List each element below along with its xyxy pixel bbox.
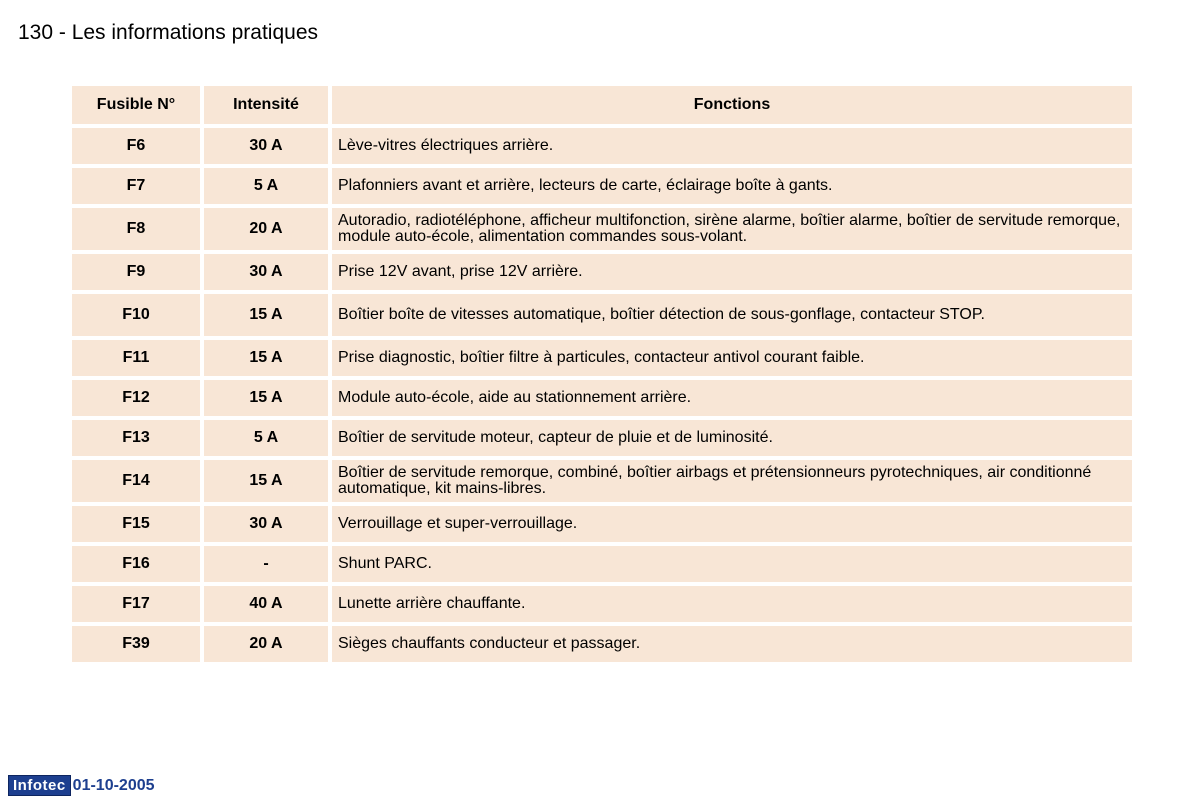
- table-row: [72, 254, 1132, 290]
- table-row: [72, 128, 1132, 164]
- table-row: [72, 380, 1132, 416]
- fuse-intensity: 15 A: [204, 294, 328, 336]
- page-title: 130 - Les informations pratiques: [18, 21, 318, 44]
- fuse-number: F39: [72, 626, 200, 662]
- table-header-row: [72, 86, 1132, 124]
- footer-date: 01-10-2005: [72, 776, 155, 794]
- fuse-number: F9: [72, 254, 200, 290]
- header-functions: Fonctions: [332, 86, 1132, 124]
- fuse-intensity: 5 A: [204, 168, 328, 204]
- fuse-intensity: 30 A: [204, 128, 328, 164]
- table-row: [72, 208, 1132, 250]
- table-row: [72, 340, 1132, 376]
- fuse-function: Prise diagnostic, boîtier filtre à particules, contacteur antivol courant faible.: [332, 340, 1132, 376]
- fuse-function: Prise 12V avant, prise 12V arrière.: [332, 254, 1132, 290]
- table-row: [72, 546, 1132, 582]
- fuse-number: F8: [72, 208, 200, 250]
- fuse-function: Verrouillage et super-verrouillage.: [332, 506, 1132, 542]
- table-row: [72, 460, 1132, 502]
- fuse-intensity: 30 A: [204, 254, 328, 290]
- table-row: [72, 294, 1132, 336]
- fuse-number: F14: [72, 460, 200, 502]
- fuse-intensity: 15 A: [204, 340, 328, 376]
- fuse-table: [68, 82, 1136, 666]
- fuse-function: Module auto-école, aide au stationnement arrière.: [332, 380, 1132, 416]
- fuse-intensity: 15 A: [204, 460, 328, 502]
- table-row: [72, 506, 1132, 542]
- fuse-intensity: -: [204, 546, 328, 582]
- fuse-function: Plafonniers avant et arrière, lecteurs de carte, éclairage boîte à gants.: [332, 168, 1132, 204]
- table-row: [72, 626, 1132, 662]
- fuse-function: Lunette arrière chauffante.: [332, 586, 1132, 622]
- fuse-function: Autoradio, radiotéléphone, afficheur multifonction, sirène alarme, boîtier alarme, boîtier de servitude remorque, module auto-école, alimentation commandes sous-volant.: [332, 208, 1132, 250]
- fuse-number: F16: [72, 546, 200, 582]
- table-row: [72, 586, 1132, 622]
- fuse-number: F10: [72, 294, 200, 336]
- table-row: [72, 168, 1132, 204]
- fuse-function: Boîtier de servitude remorque, combiné, boîtier airbags et prétensionneurs pyrotechniques, air conditionné automatique, kit mains-libres.: [332, 460, 1132, 502]
- fuse-intensity: 40 A: [204, 586, 328, 622]
- fuse-intensity: 5 A: [204, 420, 328, 456]
- fuse-number: F15: [72, 506, 200, 542]
- footer: [8, 775, 155, 796]
- fuse-function: Boîtier de servitude moteur, capteur de pluie et de luminosité.: [332, 420, 1132, 456]
- fuse-intensity: 30 A: [204, 506, 328, 542]
- header-fuse-number: Fusible N°: [72, 86, 200, 124]
- table-row: [72, 420, 1132, 456]
- fuse-intensity: 15 A: [204, 380, 328, 416]
- fuse-function: Lève-vitres électriques arrière.: [332, 128, 1132, 164]
- fuse-number: F7: [72, 168, 200, 204]
- infotec-logo: Infotec: [8, 775, 71, 796]
- fuse-function: Sièges chauffants conducteur et passager.: [332, 626, 1132, 662]
- fuse-number: F12: [72, 380, 200, 416]
- fuse-number: F6: [72, 128, 200, 164]
- fuse-intensity: 20 A: [204, 626, 328, 662]
- fuse-number: F17: [72, 586, 200, 622]
- fuse-number: F11: [72, 340, 200, 376]
- fuse-intensity: 20 A: [204, 208, 328, 250]
- header-intensity: Intensité: [204, 86, 328, 124]
- fuse-function: Boîtier boîte de vitesses automatique, boîtier détection de sous-gonflage, contacteur STOP.: [332, 294, 1132, 336]
- fuse-function: Shunt PARC.: [332, 546, 1132, 582]
- fuse-number: F13: [72, 420, 200, 456]
